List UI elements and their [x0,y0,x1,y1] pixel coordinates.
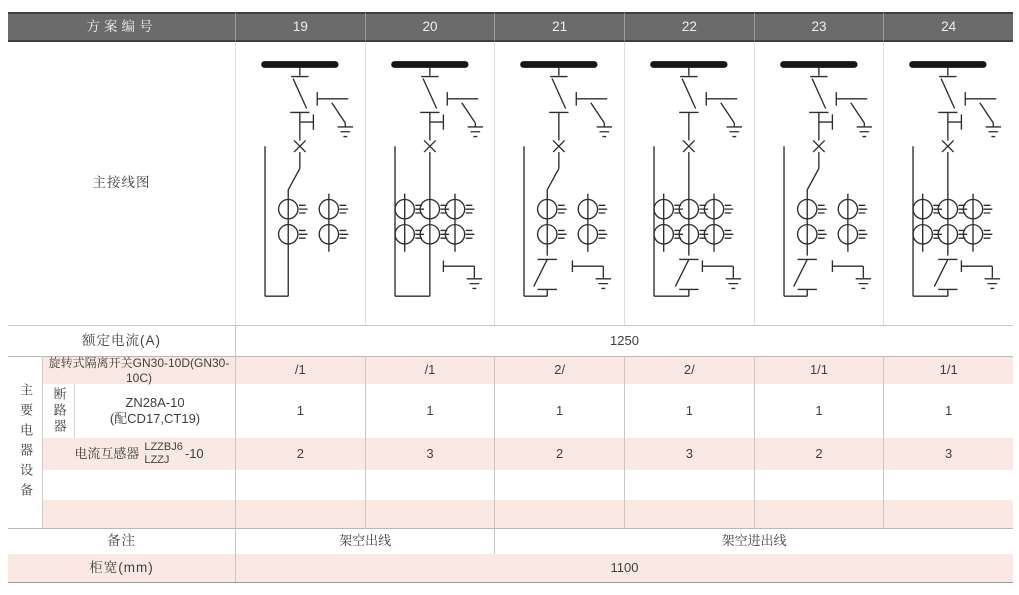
ct-model-top: LZZBJ6 [144,441,183,454]
value-cell: 3 [365,438,495,470]
header-scheme-number: 19 [235,12,365,42]
empty-cell [43,470,235,500]
busbar [261,61,338,68]
value-cell: 1/1 [883,356,1013,384]
wiring-diagram [235,42,365,325]
empty-cell [365,470,495,500]
value-cell: 1 [624,384,754,438]
header-scheme-number: 21 [494,12,624,42]
wiring-diagram [365,42,495,325]
value-cell: 1 [235,384,365,438]
empty-cell [235,500,365,528]
wiring-diagram [883,42,1013,325]
header-scheme-number: 20 [365,12,495,42]
value-cell: 3 [883,438,1013,470]
empty-cell [494,500,624,528]
value-cell: 2 [235,438,365,470]
breaker-mechanism: (配CD17,CT19) [109,411,201,426]
empty-cell [624,500,754,528]
empty-cell [365,500,495,528]
wiring-diagram [754,42,884,325]
value-cell: 2/ [494,356,624,384]
wiring-diagram [494,42,624,325]
value-cell: 2 [754,438,884,470]
value-cell: 1/1 [754,356,884,384]
scheme-table [8,12,1013,583]
value-cell: 1 [365,384,495,438]
equipment-name-ct [43,438,235,470]
busbar [391,61,468,68]
header-scheme-number: 24 [883,12,1013,42]
value-cell: 1 [883,384,1013,438]
empty-cell [754,470,884,500]
equipment-name-disconnector: 旋转式隔离开关GN30-10D(GN30-10C) [43,356,235,384]
empty-cell [883,500,1013,528]
equipment-name-breaker [75,384,235,438]
value-cell: 1 [754,384,884,438]
equipment-group-label: 主要电器设备 [8,356,43,528]
empty-cell [883,470,1013,500]
busbar [909,61,986,68]
header-scheme-number: 23 [754,12,884,42]
empty-cell [754,500,884,528]
diagram-row-label: 主接线图 [92,175,151,191]
busbar [650,61,727,68]
value-cell: 2/ [624,356,754,384]
ct-model-suffix: -10 [184,445,204,461]
ct-label: 电流互感器 [74,445,140,461]
ct-model-fraction [144,441,183,466]
empty-cell [494,470,624,500]
value-cell: 1 [494,384,624,438]
remark-label: 备注 [8,528,235,554]
remark-value-outgoing: 架空出线 [235,528,494,554]
rated-current-value: 1250 [235,325,1013,356]
busbar [780,61,857,68]
value-cell: /1 [365,356,495,384]
busbar [520,61,597,68]
wiring-diagram [624,42,754,325]
value-cell: 2 [494,438,624,470]
cabinet-width-label: 柜宽(mm) [8,554,235,582]
empty-cell [624,470,754,500]
rated-current-label: 额定电流(A) [8,325,235,356]
equipment-sub-label-breaker: 断路器 [43,384,75,438]
empty-cell [43,500,235,528]
value-cell: /1 [235,356,365,384]
remark-value-in-out: 架空进出线 [494,528,1013,554]
header-scheme-number: 22 [624,12,754,42]
value-cell: 3 [624,438,754,470]
empty-cell [235,470,365,500]
ct-model-bottom: LZZJ [144,454,170,466]
cabinet-width-value: 1100 [235,554,1013,582]
breaker-model: ZN28A-10 [125,394,185,410]
header-scheme-label: 方案编号 [8,12,235,42]
